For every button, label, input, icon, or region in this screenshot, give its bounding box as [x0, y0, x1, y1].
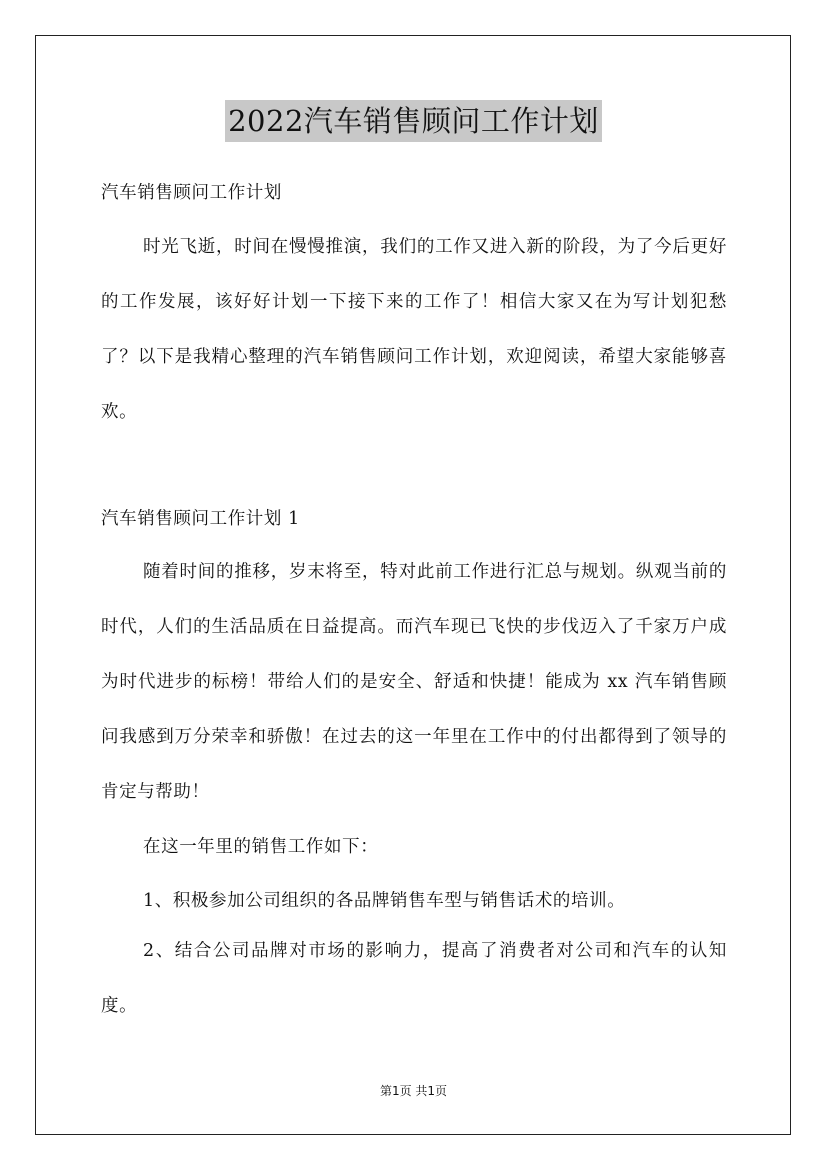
page-footer: 第1页 共1页 — [379, 1084, 448, 1098]
document-title: 2022汽车销售顾问工作计划 — [225, 100, 602, 142]
items-intro: 在这一年里的销售工作如下： — [143, 837, 379, 857]
list-item: 1、积极参加公司组织的各品牌销售车型与销售话术的培训。 — [143, 891, 626, 911]
title-container — [0, 100, 827, 142]
section1-body — [101, 545, 727, 820]
list-item-2-block — [101, 924, 727, 1034]
items-intro-block — [101, 820, 727, 875]
list-item: 2、结合公司品牌对市场的影响力，提高了消费者对公司和汽车的认知度。 — [101, 941, 727, 1016]
document-subtitle: 汽车销售顾问工作计划 — [101, 183, 282, 203]
section-heading: 汽车销售顾问工作计划 1 — [101, 509, 300, 529]
list-item-1-block — [101, 874, 727, 929]
section1-paragraph: 随着时间的推移，岁末将至，特对此前工作进行汇总与规划。纵观当前的时代，人们的生活品质在日益提高。而汽车现已飞快的步伐迈入了千家万户成为时代进步的标榜！带给人们的是安全、舒适和快捷！能成为 xx 汽车销售顾问我感到万分荣幸和骄傲！在过去的这一年里在工作中的付出都得到了领导的肯定与帮助！ — [101, 562, 727, 802]
intro-section — [101, 220, 727, 440]
intro-paragraph: 时光飞逝，时间在慢慢推演，我们的工作又进入新的阶段，为了今后更好的工作发展，该好好计划一下接下来的工作了！相信大家又在为写计划犯愁了？以下是我精心整理的汽车销售顾问工作计划，欢迎阅读，希望大家能够喜欢。 — [101, 237, 727, 422]
